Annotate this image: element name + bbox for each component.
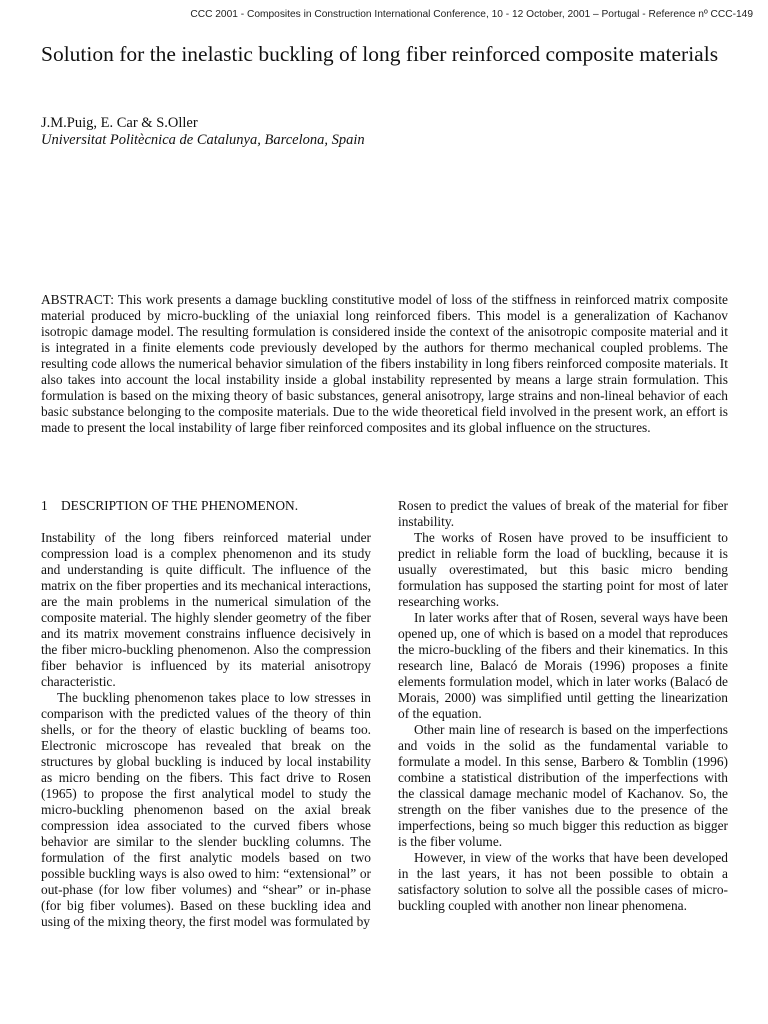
body-paragraph: Rosen to predict the values of break of the material for fiber instability. [398, 498, 728, 529]
body-paragraph: In later works after that of Rosen, several ways have been opened up, one of which is based on a model that reproduces the micro-buckling of the fibers and their kinematics. In this research line, Balacó de Morais (1996) proposes a finite elements formulation model, which in later works (Balacó de Morais, 2000) was simplified until getting the linearization of the equation. [398, 610, 728, 721]
section-number: 1 [41, 498, 48, 513]
paper-title: Solution for the inelastic buckling of long fiber reinforced composite materials [41, 42, 719, 66]
right-column [398, 498, 728, 914]
author-list: J.M.Puig, E. Car & S.Oller [41, 115, 198, 131]
body-paragraph: However, in view of the works that have been developed in the last years, it has not been possible to obtain a satisfactory solution to solve all the possible cases of micro-buckling coupled with another non linear phenomena. [398, 850, 728, 913]
section-title: DESCRIPTION OF THE PHENOMENON. [61, 498, 299, 513]
running-header: CCC 2001 - Composites in Construction International Conference, 10 - 12 October, 2001 – Portugal - Reference nº CCC-149 [190, 9, 753, 20]
body-paragraph: The buckling phenomenon takes place to low stresses in comparison with the predicted values of the theory of thin shells, or for the theory of elastic buckling of beams too. Electronic microscope has revealed that break on the structures by global buckling is induced by local instability as micro bending on the fibers. This fact drive to Rosen (1965) to propose the first analytical model to study the micro-buckling phenomenon based on the axial break compression idea associated to the curved fibers whose behavior are similar to the slender buckling columns. The formulation of the first analytic models based on two possible buckling ways is also owed to him: “extensional” or out-phase (for low fiber volumes) and “shear” or in-phase (for big fiber volumes). Based on these buckling idea and using of the mixing theory, the first model was formulated by [41, 690, 371, 929]
section-heading [41, 498, 371, 514]
body-paragraph: Instability of the long fibers reinforced material under compression load is a complex phenomenon and its study and understanding is quite difficult. The influence of the matrix on the fiber properties and its mechanical interactions, are the main problems in the numerical simulation of the composite material. The highly slender geometry of the fiber and its matrix movement constrains influence decisively in the fiber micro-buckling phenomenon. Also the compression fiber behavior is influenced by its material anisotropy characteristic. [41, 530, 371, 689]
author-affiliation: Universitat Politècnica de Catalunya, Barcelona, Spain [41, 132, 365, 148]
abstract: ABSTRACT: This work presents a damage buckling constitutive model of loss of the stiffness in reinforced matrix composite material produced by micro-buckling of the uniaxial long reinforced fibers. This model is a generalization of Kachanov isotropic damage model. The resulting formulation is considered inside the context of the anisotropic composite material and it is integrated in a finite elements code previously developed by the authors for thermo mechanical coupled problems. The resulting code allows the numerical behavior simulation of the fibers instability in long fibers reinforced composite materials. It also takes into account the local instability inside a global instability represented by means a large strain formulation. This formulation is based on the mixing theory of basic substances, general anisotropy, large strains and non-lineal behavior of each basic substance belonging to the composite materials. Due to the wide theoretical field involved in the present work, an effort is made to present the local instability of large fiber reinforced composites and its global influence on the structures. [41, 292, 728, 435]
left-column [41, 498, 371, 930]
body-paragraph: Other main line of research is based on the imperfections and voids in the solid as the fundamental variable to formulate a model. In this sense, Barbero & Tomblin (1996) combine a statistical distribution of the imperfections with the classical damage mechanic model of Kachanov. So, the strength on the fiber vanishes due to the presence of the imperfections, being so much bigger this reduction as bigger is the fiber volume. [398, 722, 728, 849]
body-paragraph: The works of Rosen have proved to be insufficient to predict in reliable form the load of buckling, because it is usually overestimated, but this basic micro bending formulation has supposed the starting point for most of later researching works. [398, 530, 728, 609]
